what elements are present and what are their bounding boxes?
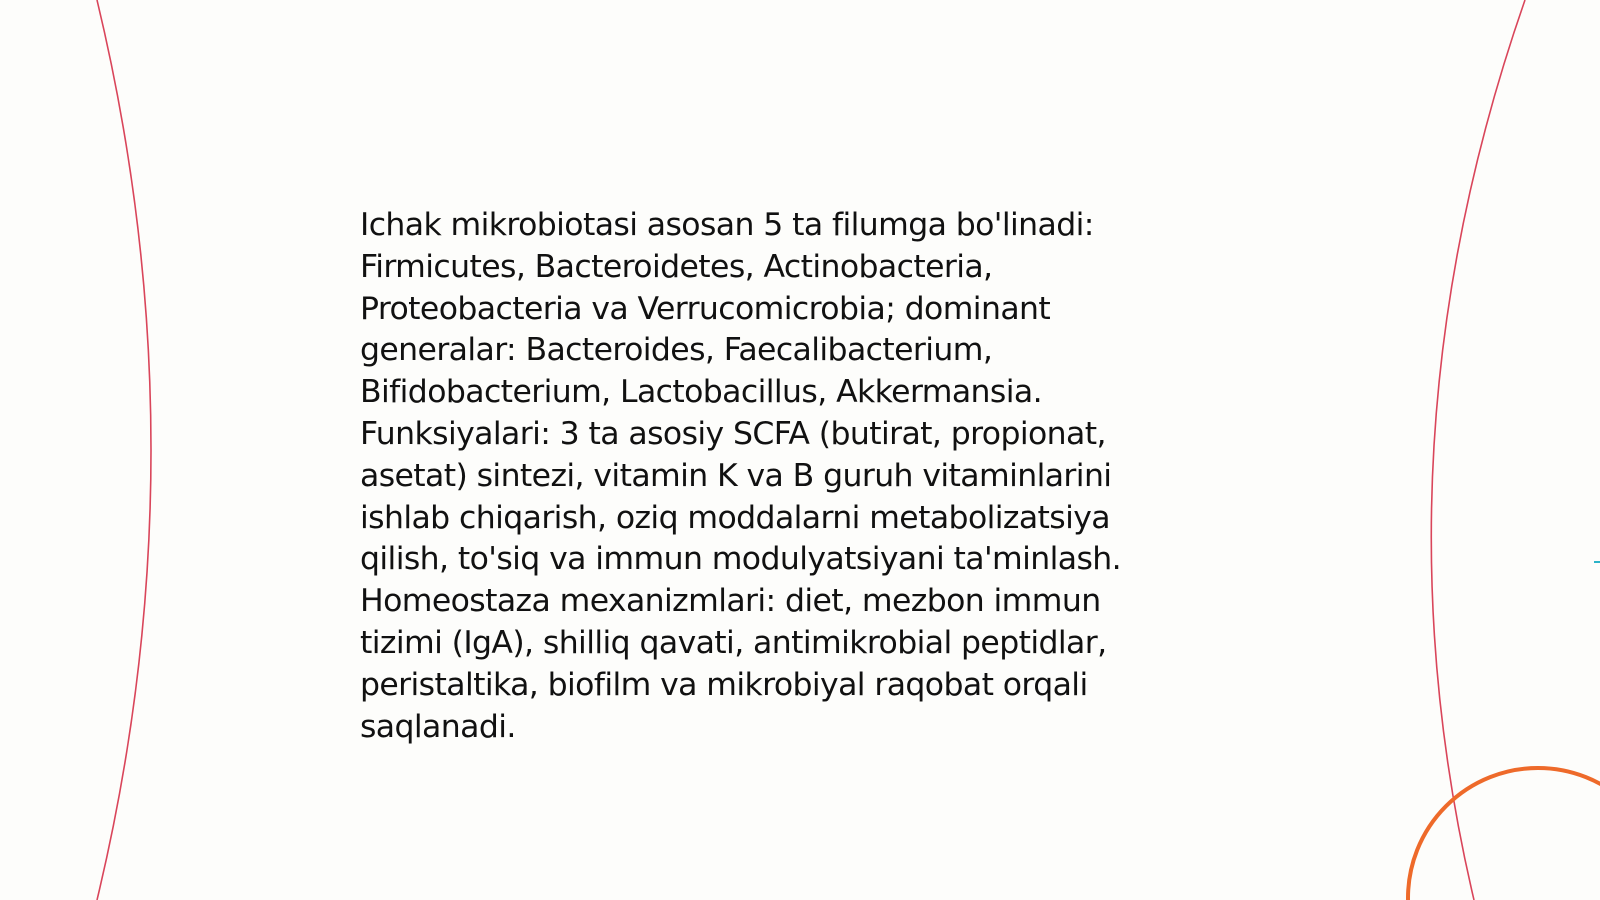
body-line: asetat) sintezi, vitamin K va B guruh vitaminlarini [360,457,1112,494]
body-line: qilish, to'siq va immun modulyatsiyani ta'minlash. [360,541,1122,578]
body-paragraph [360,205,1180,748]
left-arc-line [97,0,151,900]
body-line: Bifidobacterium, Lactobacillus, Akkermansia. [360,374,1042,411]
right-arc-line [1431,0,1525,900]
body-line: Homeostaza mexanizmlari: diet, mezbon immun [360,583,1101,620]
body-line: Ichak mikrobiotasi asosan 5 ta filumga bo'linadi: [360,207,1094,243]
body-line: ishlab chiqarish, oziq moddalarni metabolizatsiya [360,499,1111,536]
body-line: Firmicutes, Bacteroidetes, Actinobacteria, [360,248,993,285]
body-line: saqlanadi. [360,708,516,745]
body-line: peristaltika, biofilm va mikrobiyal raqobat orqali [360,666,1088,703]
body-line: Funksiyalari: 3 ta asosiy SCFA (butirat, propionat, [360,415,1106,452]
body-text-box [360,205,1180,748]
body-line: generalar: Bacteroides, Faecalibacterium, [360,332,993,369]
corner-circle-outline [1408,768,1600,900]
body-line: Proteobacteria va Verrucomicrobia; dominant [360,290,1051,327]
body-line: tizimi (IgA), shilliq qavati, antimikrobial peptidlar, [360,624,1107,661]
